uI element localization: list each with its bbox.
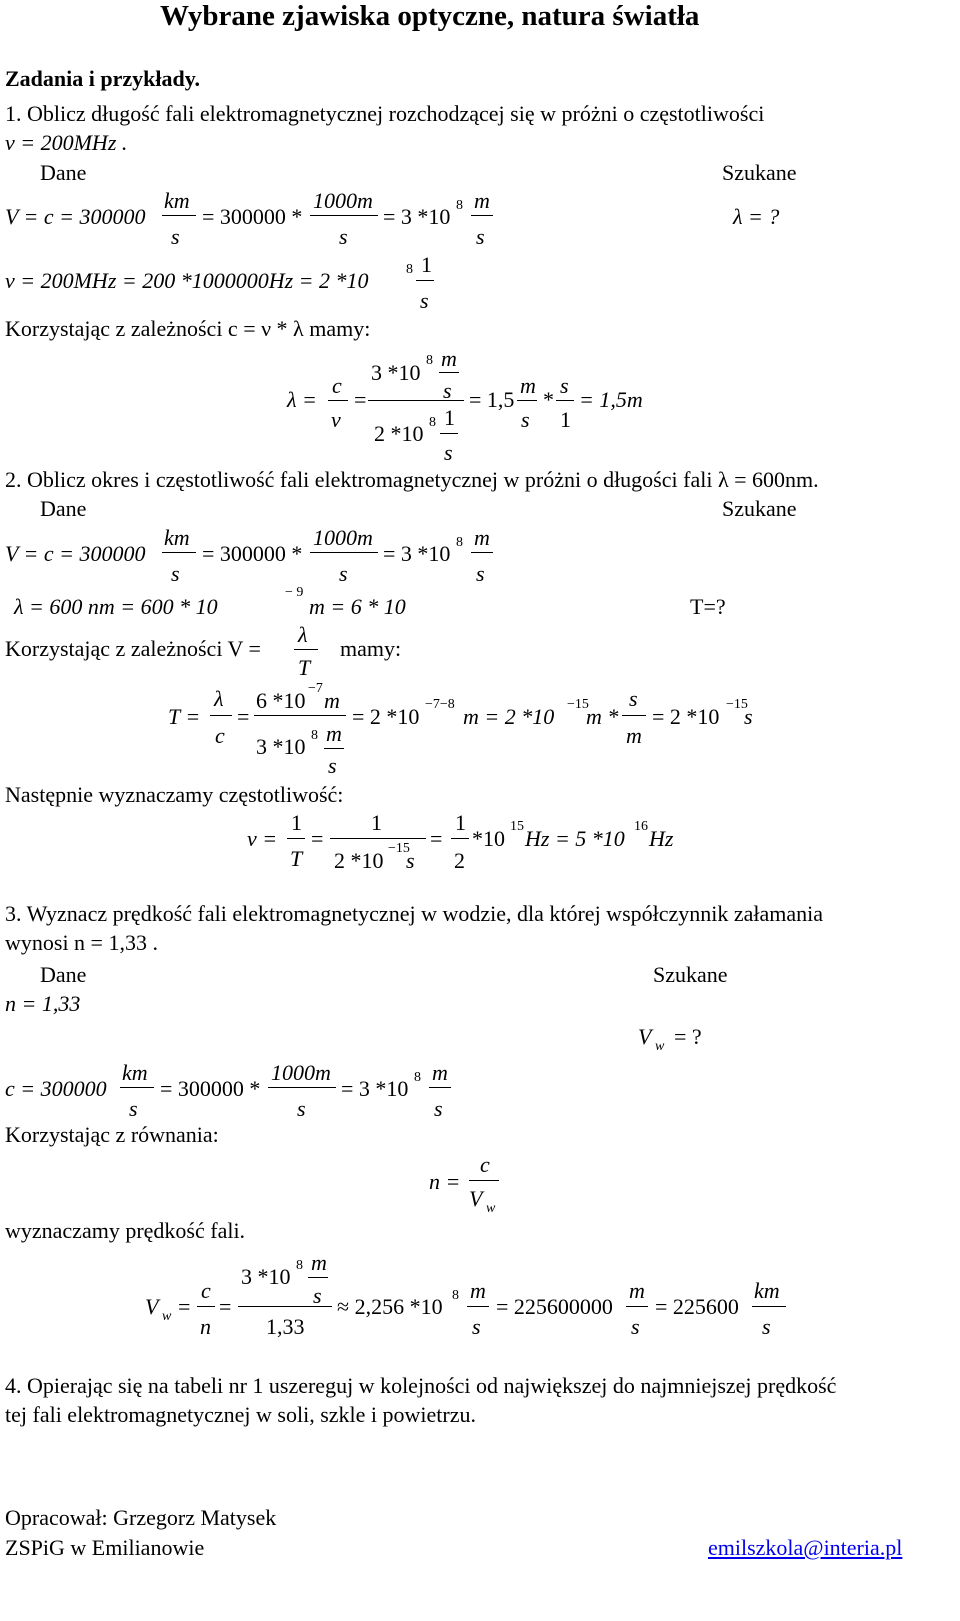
p3-exp: 8 [296, 1258, 303, 1273]
p1-one: 1 [560, 407, 571, 432]
p2-frac-line [310, 552, 378, 553]
p2-T: T [298, 655, 311, 680]
p1-frac-line [556, 400, 574, 401]
p2-exp: −15 [388, 841, 410, 856]
problem-1-text: 1. Oblicz długość fali elektromagnetycznej rozchodzącej się w próżni o częstotliwości [5, 101, 765, 126]
p1-frac-line [416, 280, 434, 281]
p1-velocity-lhs: V = c = 300000 [5, 204, 146, 229]
p3-m: m [311, 1250, 327, 1275]
p3-s: s [762, 1314, 771, 1339]
p2-hz1: Hz = 5 *10 [525, 826, 625, 851]
p2-hz2: Hz [649, 826, 674, 851]
problem-4-text: 4. Opierając się na tabeli nr 1 uszereguj w kolejności od największej do najmniejszej prędkość [5, 1373, 837, 1398]
p3-c: c [480, 1152, 490, 1177]
p1-den-2: 2 *10 [374, 421, 424, 446]
p1-frac-line [517, 400, 537, 401]
p1-szukane-lambda: λ = ? [733, 204, 780, 229]
p3-frac-line [429, 1087, 451, 1088]
p1-eq: = [354, 387, 367, 412]
p1-exp: 8 [426, 353, 433, 368]
p3-Vw: V [145, 1294, 159, 1319]
p2-lambda-tail: m = 6 * 10 [309, 594, 406, 619]
p1-frac-line [439, 372, 459, 373]
p3-velocity-mid: = 300000 * [160, 1076, 261, 1101]
p2-main-frac-line [330, 838, 426, 839]
p3-n: n [200, 1314, 211, 1339]
p3-frac-line [268, 1087, 336, 1088]
p3-m: m [470, 1278, 486, 1303]
p3-szukane-tail: = ? [674, 1024, 702, 1049]
p3-s: s [434, 1096, 443, 1121]
p1-frac-line [440, 433, 458, 434]
p2-szukane-T: T=? [690, 594, 726, 619]
p2-mamy: mamy: [340, 636, 402, 661]
p3-s: s [297, 1096, 306, 1121]
footer-email-link[interactable]: emilszkola@interia.pl [708, 1535, 903, 1560]
page-title: Wybrane zjawiska optyczne, natura światła [160, 0, 700, 32]
p3-s: s [129, 1096, 138, 1121]
p2-m: m [326, 721, 342, 746]
p3-num-3: 3 *10 [241, 1264, 291, 1289]
p2-s: s [476, 561, 485, 586]
p3-exp: 8 [452, 1288, 459, 1303]
problem-1-frequency: ν = 200MHz . [5, 130, 128, 155]
p1-one: 1 [444, 405, 455, 430]
p3-frac-line [752, 1306, 786, 1307]
p1-korzystajac: Korzystając z zależności c = ν * λ mamy: [5, 316, 371, 341]
p2-eq: = [311, 826, 324, 851]
p2-frac-line [162, 552, 196, 553]
p3-approx: ≈ 2,256 *10 [337, 1294, 443, 1319]
p2-den-3: 3 *10 [256, 734, 306, 759]
p2-main-frac-line [254, 715, 346, 716]
p2-nu-lhs: ν = [247, 826, 278, 851]
p2-T: T [290, 846, 303, 871]
p2-one: 1 [455, 810, 466, 835]
p3-c: c [201, 1278, 211, 1303]
p1-nu: ν [331, 407, 341, 432]
p3-eq: = [178, 1294, 191, 1319]
p3-m: m [432, 1060, 448, 1085]
p2-frac-line [287, 838, 305, 839]
p2-m: m [324, 688, 340, 713]
p1-exp: 8 [406, 262, 413, 277]
p3-n-eq: n = [429, 1169, 461, 1194]
p2-s: s [328, 753, 337, 778]
p1-s: s [560, 373, 569, 398]
p2-exp: 16 [634, 819, 648, 834]
p2-eq: = [237, 704, 250, 729]
p1-frac-line [310, 215, 378, 216]
p1-m: m [441, 346, 457, 371]
p2-lambda-line: λ = 600 nm = 600 * 10 [14, 594, 218, 619]
p2-exp: −7−8 [425, 697, 455, 712]
p2-frac-line [622, 715, 646, 716]
footer-school: ZSPiG w Emilianowie [5, 1535, 205, 1560]
p2-num-6: 6 *10 [256, 688, 306, 713]
p2-f-r1: *10 [472, 826, 505, 851]
p2-nastepnie: Następnie wyznaczamy częstotliwość: [5, 782, 344, 807]
p1-1000m: 1000m [313, 188, 373, 213]
p1-m: m [520, 373, 536, 398]
p3-wyznaczamy: wyznaczamy prędkość fali. [5, 1218, 246, 1243]
p2-frac-line [451, 838, 469, 839]
p2-T-r4: = 2 *10 [652, 704, 720, 729]
szukane-label: Szukane [722, 160, 797, 185]
dane-label: Dane [40, 962, 87, 987]
p2-exp: − 9 [285, 585, 304, 600]
dane-label: Dane [40, 496, 87, 521]
p2-T-lhs: T = [168, 704, 201, 729]
p2-half-den: 2 [454, 848, 465, 873]
p1-star: * [543, 387, 554, 412]
p3-r1: = 225600000 [496, 1294, 613, 1319]
p1-s: s [444, 440, 453, 465]
p2-frac-line [210, 715, 232, 716]
p3-m: m [629, 1278, 645, 1303]
p2-s: s [171, 561, 180, 586]
p2-lambda: λ [214, 686, 224, 711]
section-heading: Zadania i przykłady. [5, 66, 201, 91]
p2-T-r2: m = 2 *10 [463, 704, 555, 729]
p2-den-2: 2 *10 [334, 848, 384, 873]
p2-exp: 15 [510, 819, 524, 834]
p3-s: s [472, 1314, 481, 1339]
p1-s: s [443, 378, 452, 403]
p2-velocity-mid: = 300000 * [202, 541, 303, 566]
dane-label: Dane [40, 160, 87, 185]
p1-s: s [521, 407, 530, 432]
p3-den-133: 1,33 [266, 1314, 305, 1339]
szukane-label: Szukane [722, 496, 797, 521]
p2-s: s [339, 561, 348, 586]
p3-r2: = 225600 [655, 1294, 739, 1319]
p1-s: s [476, 224, 485, 249]
p1-exp: 8 [456, 198, 463, 213]
szukane-label: Szukane [653, 962, 728, 987]
p1-nu-line: ν = 200MHz = 200 *1000000Hz = 2 *10 [5, 268, 369, 293]
p1-num-3: 3 *10 [371, 360, 421, 385]
problem-3-text: 3. Wyznacz prędkość fali elektromagnetycznej w wodzie, dla której współczynnik załamania [5, 901, 824, 926]
p3-sub-w: w [162, 1309, 172, 1324]
p3-main-frac-line [238, 1306, 332, 1307]
p2-exp: −7 [308, 681, 323, 696]
p3-szukane-V: V [638, 1024, 652, 1049]
p2-lambda: λ [298, 622, 308, 647]
p3-frac-line [469, 1180, 499, 1181]
p1-frac-line [328, 400, 348, 401]
p2-m: m [474, 525, 490, 550]
p3-frac-line [626, 1306, 648, 1307]
p1-main-frac-line [368, 400, 464, 401]
p1-velocity-result: = 3 *10 [383, 204, 451, 229]
p3-frac-line [197, 1306, 215, 1307]
p1-s: s [420, 288, 429, 313]
p1-velocity-mid: = 300000 * [202, 204, 303, 229]
p2-one: 1 [371, 810, 382, 835]
p2-s: s [629, 686, 638, 711]
p3-sub-w: w [486, 1201, 496, 1216]
p3-km: km [122, 1060, 148, 1085]
p1-s: s [339, 224, 348, 249]
p3-velocity-result: = 3 *10 [341, 1076, 409, 1101]
p2-exp: −15 [567, 697, 589, 712]
p1-km: km [164, 188, 190, 213]
p2-den-s: s [406, 848, 415, 873]
p2-one: 1 [291, 810, 302, 835]
p3-frac-line [120, 1087, 154, 1088]
p3-V: V [469, 1186, 483, 1211]
problem-4-text-2: tej fali elektromagnetycznej w soli, szkle i powietrzu. [5, 1402, 477, 1427]
p3-frac-line [308, 1277, 328, 1278]
p3-korzystajac: Korzystając z równania: [5, 1122, 219, 1147]
p3-frac-line [467, 1306, 489, 1307]
p1-frac-line [471, 215, 493, 216]
p1-one: 1 [421, 252, 432, 277]
p2-T-r3: m * [586, 704, 619, 729]
problem-2-text: 2. Oblicz okres i częstotliwość fali elektromagnetycznej w próżni o długości fali λ = 600nm. [5, 467, 819, 492]
p2-T-r1: = 2 *10 [352, 704, 420, 729]
p1-c: c [332, 373, 342, 398]
p2-frac-line [294, 649, 318, 650]
p2-exp: 8 [456, 535, 463, 550]
p2-velocity-result: = 3 *10 [383, 541, 451, 566]
p1-s: s [171, 224, 180, 249]
p2-exp: −15 [726, 697, 748, 712]
p1-m: m [474, 188, 490, 213]
p1-lambda-lhs: λ = [287, 387, 317, 412]
p1-res1: = 1,5 [469, 387, 515, 412]
footer-author: Opracował: Grzegorz Matysek [5, 1505, 277, 1530]
p3-s: s [313, 1283, 322, 1308]
p1-exp: 8 [429, 415, 436, 430]
p1-frac-line [162, 215, 196, 216]
p3-c-line: c = 300000 [5, 1076, 107, 1101]
p2-frac-line [471, 552, 493, 553]
p2-s-unit: s [744, 704, 753, 729]
p3-km: km [754, 1278, 780, 1303]
p3-eq: = [219, 1294, 232, 1319]
p2-c: c [215, 723, 225, 748]
p3-n-line: n = 1,33 [5, 991, 81, 1016]
p2-frac-line [324, 748, 344, 749]
p2-1000m: 1000m [313, 525, 373, 550]
p3-s: s [631, 1314, 640, 1339]
p2-m: m [626, 723, 642, 748]
p3-1000m: 1000m [271, 1060, 331, 1085]
p3-exp: 8 [414, 1070, 421, 1085]
p2-korzystajac: Korzystając z zależności V = [5, 636, 261, 661]
p2-eq: = [430, 826, 443, 851]
p2-velocity-lhs: V = c = 300000 [5, 541, 146, 566]
p3-sub-w: w [655, 1039, 665, 1054]
problem-3-text-2: wynosi n = 1,33 . [5, 930, 158, 955]
p1-res2: = 1,5m [579, 387, 643, 412]
p2-exp: 8 [311, 728, 318, 743]
p2-km: km [164, 525, 190, 550]
